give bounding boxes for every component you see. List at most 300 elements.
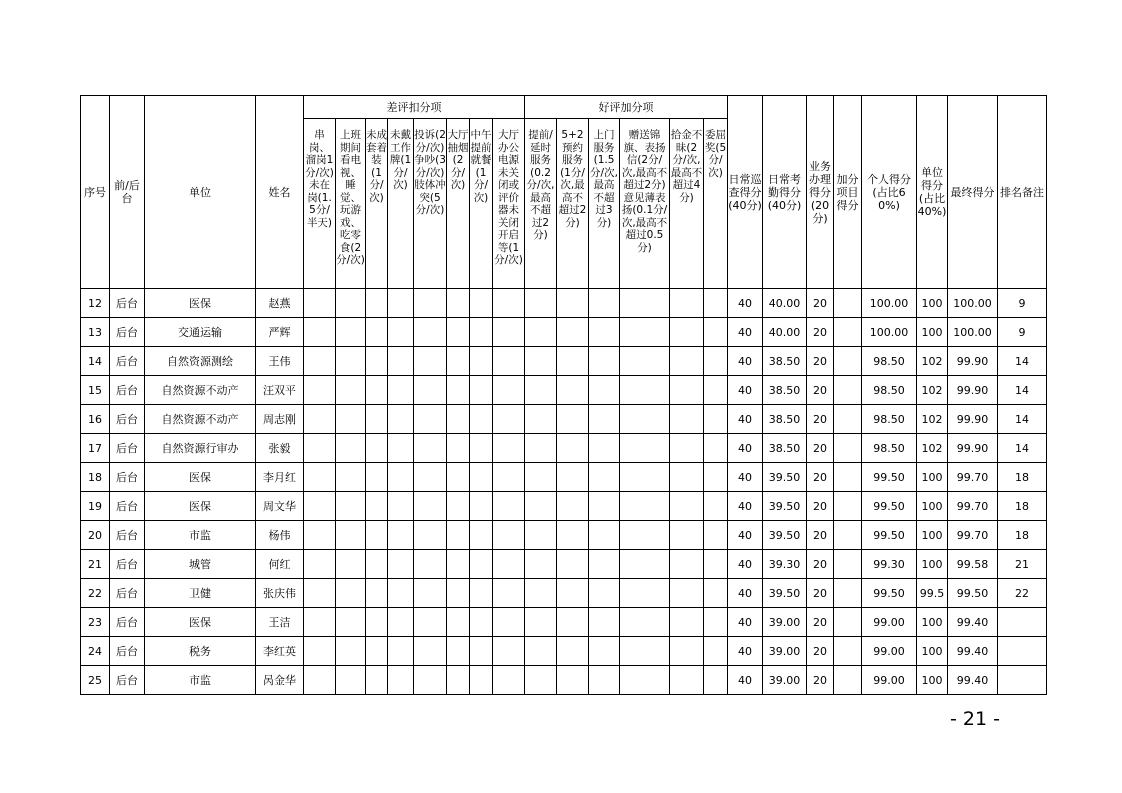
cell-item-empty bbox=[470, 318, 493, 347]
header-negative-item bbox=[366, 119, 388, 289]
cell-item-empty bbox=[589, 289, 620, 318]
cell-item-empty bbox=[704, 579, 728, 608]
cell-personal: 99.50 bbox=[862, 579, 917, 608]
cell-item-empty bbox=[304, 550, 336, 579]
cell-item-empty bbox=[388, 637, 414, 666]
cell-personal: 98.50 bbox=[862, 376, 917, 405]
cell-daily-patrol: 40 bbox=[728, 637, 763, 666]
cell-personal: 99.30 bbox=[862, 550, 917, 579]
cell-final: 99.40 bbox=[948, 666, 998, 695]
cell-final: 99.70 bbox=[948, 463, 998, 492]
cell-item-empty bbox=[670, 347, 704, 376]
cell-item-empty bbox=[525, 666, 557, 695]
cell-item-empty bbox=[557, 492, 589, 521]
cell-item-empty bbox=[414, 579, 447, 608]
cell-item-empty bbox=[525, 376, 557, 405]
cell-position: 后台 bbox=[110, 405, 145, 434]
cell-item-empty bbox=[414, 318, 447, 347]
cell-item-empty bbox=[557, 637, 589, 666]
cell-bonus bbox=[834, 637, 862, 666]
cell-rank: 14 bbox=[998, 434, 1047, 463]
cell-item-empty bbox=[388, 463, 414, 492]
cell-item-empty bbox=[620, 463, 670, 492]
cell-unit-score: 100 bbox=[917, 637, 948, 666]
cell-position: 后台 bbox=[110, 463, 145, 492]
cell-name: 周文华 bbox=[256, 492, 304, 521]
cell-item-empty bbox=[388, 579, 414, 608]
header-negative-item-label: 大厅抽烟(2分/次) bbox=[447, 129, 469, 191]
cell-item-empty bbox=[589, 521, 620, 550]
table-row bbox=[81, 463, 1047, 492]
cell-position: 后台 bbox=[110, 550, 145, 579]
cell-item-empty bbox=[414, 289, 447, 318]
cell-item-empty bbox=[470, 376, 493, 405]
page-number: - 21 - bbox=[950, 708, 1000, 730]
header-negative-item-label: 未成套着装(1分/次) bbox=[366, 129, 387, 204]
cell-item-empty bbox=[557, 289, 589, 318]
cell-item-empty bbox=[704, 521, 728, 550]
cell-item-empty bbox=[470, 550, 493, 579]
cell-personal: 99.50 bbox=[862, 492, 917, 521]
header-seq-label: 序号 bbox=[84, 185, 106, 199]
header-daily-patrol-label: 日常巡查得分(40分) bbox=[728, 172, 762, 212]
cell-bonus bbox=[834, 347, 862, 376]
cell-seq: 23 bbox=[81, 608, 110, 637]
cell-item-empty bbox=[447, 434, 470, 463]
cell-name: 周志刚 bbox=[256, 405, 304, 434]
cell-seq: 19 bbox=[81, 492, 110, 521]
cell-business: 20 bbox=[807, 492, 834, 521]
cell-item-empty bbox=[414, 405, 447, 434]
cell-item-empty bbox=[670, 608, 704, 637]
table-row bbox=[81, 521, 1047, 550]
cell-item-empty bbox=[388, 608, 414, 637]
cell-item-empty bbox=[336, 463, 366, 492]
cell-item-empty bbox=[493, 550, 525, 579]
table-row bbox=[81, 405, 1047, 434]
cell-item-empty bbox=[493, 318, 525, 347]
cell-item-empty bbox=[447, 318, 470, 347]
cell-item-empty bbox=[557, 608, 589, 637]
cell-business: 20 bbox=[807, 579, 834, 608]
cell-unit-score: 102 bbox=[917, 405, 948, 434]
cell-item-empty bbox=[670, 550, 704, 579]
cell-item-empty bbox=[589, 579, 620, 608]
cell-item-empty bbox=[447, 521, 470, 550]
cell-item-empty bbox=[557, 579, 589, 608]
header-negative-item-label: 投诉(2分/次)争吵(3分/次)肢体冲突(5分/次) bbox=[414, 129, 446, 216]
cell-item-empty bbox=[589, 463, 620, 492]
cell-item-empty bbox=[620, 405, 670, 434]
cell-item-empty bbox=[414, 608, 447, 637]
cell-item-empty bbox=[670, 637, 704, 666]
cell-personal: 99.00 bbox=[862, 637, 917, 666]
cell-bonus bbox=[834, 376, 862, 405]
cell-item-empty bbox=[336, 666, 366, 695]
cell-daily-patrol: 40 bbox=[728, 318, 763, 347]
header-positive-item-label: 拾金不昧(2分/次,最高不超过4分) bbox=[670, 129, 703, 204]
cell-bonus bbox=[834, 521, 862, 550]
cell-item-empty bbox=[388, 521, 414, 550]
header-positive-item bbox=[670, 119, 704, 289]
cell-item-empty bbox=[470, 492, 493, 521]
cell-daily-patrol: 40 bbox=[728, 463, 763, 492]
cell-daily-patrol: 40 bbox=[728, 521, 763, 550]
cell-position: 后台 bbox=[110, 608, 145, 637]
cell-position: 后台 bbox=[110, 434, 145, 463]
cell-daily-patrol: 40 bbox=[728, 608, 763, 637]
cell-unit-score: 100 bbox=[917, 463, 948, 492]
cell-item-empty bbox=[470, 405, 493, 434]
cell-unit: 税务 bbox=[145, 637, 256, 666]
cell-bonus bbox=[834, 550, 862, 579]
cell-item-empty bbox=[620, 637, 670, 666]
cell-business: 20 bbox=[807, 637, 834, 666]
cell-item-empty bbox=[557, 550, 589, 579]
cell-item-empty bbox=[620, 434, 670, 463]
cell-position: 后台 bbox=[110, 521, 145, 550]
cell-item-empty bbox=[388, 666, 414, 695]
cell-daily-attendance: 40.00 bbox=[763, 289, 807, 318]
cell-business: 20 bbox=[807, 434, 834, 463]
cell-name: 李红英 bbox=[256, 637, 304, 666]
cell-item-empty bbox=[366, 492, 388, 521]
cell-item-empty bbox=[304, 318, 336, 347]
cell-position: 后台 bbox=[110, 318, 145, 347]
cell-unit-score: 100 bbox=[917, 521, 948, 550]
cell-item-empty bbox=[366, 289, 388, 318]
header-negative-item-label: 未戴工作牌(1分/次) bbox=[389, 129, 412, 191]
cell-item-empty bbox=[704, 405, 728, 434]
header-positive-group-label: 好评加分项 bbox=[598, 100, 654, 114]
cell-personal: 98.50 bbox=[862, 347, 917, 376]
cell-personal: 100.00 bbox=[862, 289, 917, 318]
header-unit-label: 单位 bbox=[189, 185, 211, 199]
cell-daily-attendance: 40.00 bbox=[763, 318, 807, 347]
cell-position: 后台 bbox=[110, 347, 145, 376]
header-position bbox=[110, 96, 145, 289]
cell-item-empty bbox=[557, 376, 589, 405]
cell-item-empty bbox=[557, 666, 589, 695]
cell-item-empty bbox=[388, 376, 414, 405]
cell-item-empty bbox=[470, 347, 493, 376]
cell-daily-patrol: 40 bbox=[728, 492, 763, 521]
cell-item-empty bbox=[557, 405, 589, 434]
cell-unit: 市监 bbox=[145, 666, 256, 695]
header-row-groups bbox=[81, 96, 1047, 119]
cell-daily-attendance: 39.50 bbox=[763, 492, 807, 521]
table-row bbox=[81, 347, 1047, 376]
cell-item-empty bbox=[704, 492, 728, 521]
header-personal-label: 个人得分(占比60%) bbox=[867, 172, 912, 212]
cell-item-empty bbox=[589, 405, 620, 434]
cell-item-empty bbox=[704, 550, 728, 579]
cell-seq: 15 bbox=[81, 376, 110, 405]
header-positive-item bbox=[525, 119, 557, 289]
cell-daily-attendance: 38.50 bbox=[763, 405, 807, 434]
cell-item-empty bbox=[366, 666, 388, 695]
cell-item-empty bbox=[336, 608, 366, 637]
header-negative-item bbox=[336, 119, 366, 289]
cell-item-empty bbox=[336, 492, 366, 521]
cell-item-empty bbox=[414, 666, 447, 695]
cell-seq: 24 bbox=[81, 637, 110, 666]
cell-item-empty bbox=[304, 434, 336, 463]
cell-item-empty bbox=[304, 521, 336, 550]
header-bonus bbox=[834, 96, 862, 289]
header-positive-item bbox=[557, 119, 589, 289]
cell-item-empty bbox=[525, 318, 557, 347]
cell-rank: 21 bbox=[998, 550, 1047, 579]
cell-personal: 98.50 bbox=[862, 434, 917, 463]
cell-seq: 13 bbox=[81, 318, 110, 347]
cell-rank: 14 bbox=[998, 376, 1047, 405]
cell-name: 何红 bbox=[256, 550, 304, 579]
cell-seq: 18 bbox=[81, 463, 110, 492]
table-row bbox=[81, 550, 1047, 579]
cell-item-empty bbox=[336, 521, 366, 550]
header-final bbox=[948, 96, 998, 289]
cell-business: 20 bbox=[807, 521, 834, 550]
cell-item-empty bbox=[388, 405, 414, 434]
cell-item-empty bbox=[447, 347, 470, 376]
cell-unit: 医保 bbox=[145, 608, 256, 637]
header-negative-item bbox=[470, 119, 493, 289]
cell-item-empty bbox=[589, 550, 620, 579]
cell-daily-attendance: 39.00 bbox=[763, 608, 807, 637]
cell-daily-patrol: 40 bbox=[728, 405, 763, 434]
cell-unit-score: 102 bbox=[917, 376, 948, 405]
cell-item-empty bbox=[670, 405, 704, 434]
cell-item-empty bbox=[525, 637, 557, 666]
header-negative-item bbox=[493, 119, 525, 289]
header-rank-label: 排名备注 bbox=[1000, 185, 1045, 199]
header-daily-attendance-label: 日常考勤得分(40分) bbox=[767, 172, 802, 212]
cell-item-empty bbox=[493, 463, 525, 492]
cell-business: 20 bbox=[807, 608, 834, 637]
cell-item-empty bbox=[414, 463, 447, 492]
header-negative-item-label: 大厅办公电源未关闭或评价器未关闭开启等(1分/次) bbox=[494, 129, 523, 266]
header-unit-score-label: 单位得分(占比40%) bbox=[917, 166, 947, 218]
header-business-label: 业务办理得分(20分) bbox=[809, 159, 832, 225]
score-table bbox=[80, 95, 1047, 695]
cell-item-empty bbox=[366, 463, 388, 492]
cell-rank: 14 bbox=[998, 405, 1047, 434]
cell-item-empty bbox=[589, 347, 620, 376]
cell-name: 张毅 bbox=[256, 434, 304, 463]
cell-item-empty bbox=[493, 289, 525, 318]
cell-item-empty bbox=[304, 463, 336, 492]
cell-item-empty bbox=[525, 521, 557, 550]
cell-business: 20 bbox=[807, 463, 834, 492]
cell-unit: 自然资源不动产 bbox=[145, 376, 256, 405]
table-row bbox=[81, 376, 1047, 405]
cell-item-empty bbox=[447, 376, 470, 405]
cell-item-empty bbox=[414, 434, 447, 463]
cell-item-empty bbox=[525, 550, 557, 579]
cell-position: 后台 bbox=[110, 666, 145, 695]
cell-final: 99.40 bbox=[948, 637, 998, 666]
table-row bbox=[81, 318, 1047, 347]
cell-item-empty bbox=[470, 521, 493, 550]
cell-item-empty bbox=[557, 521, 589, 550]
cell-unit-score: 100 bbox=[917, 608, 948, 637]
cell-item-empty bbox=[336, 434, 366, 463]
header-positive-item bbox=[589, 119, 620, 289]
cell-item-empty bbox=[704, 376, 728, 405]
cell-daily-patrol: 40 bbox=[728, 376, 763, 405]
cell-final: 99.40 bbox=[948, 608, 998, 637]
cell-business: 20 bbox=[807, 318, 834, 347]
header-bonus-label: 加分项目得分 bbox=[836, 172, 859, 212]
cell-item-empty bbox=[366, 434, 388, 463]
cell-item-empty bbox=[493, 608, 525, 637]
cell-item-empty bbox=[336, 318, 366, 347]
cell-item-empty bbox=[525, 347, 557, 376]
cell-item-empty bbox=[493, 637, 525, 666]
cell-item-empty bbox=[336, 376, 366, 405]
cell-item-empty bbox=[670, 521, 704, 550]
cell-item-empty bbox=[704, 637, 728, 666]
cell-item-empty bbox=[304, 579, 336, 608]
cell-business: 20 bbox=[807, 347, 834, 376]
cell-business: 20 bbox=[807, 289, 834, 318]
cell-item-empty bbox=[414, 492, 447, 521]
cell-item-empty bbox=[336, 550, 366, 579]
header-name bbox=[256, 96, 304, 289]
cell-item-empty bbox=[470, 608, 493, 637]
cell-item-empty bbox=[493, 376, 525, 405]
cell-position: 后台 bbox=[110, 492, 145, 521]
cell-item-empty bbox=[620, 666, 670, 695]
cell-item-empty bbox=[366, 579, 388, 608]
cell-position: 后台 bbox=[110, 376, 145, 405]
header-positive-group bbox=[525, 96, 728, 119]
cell-final: 99.70 bbox=[948, 521, 998, 550]
cell-name: 赵燕 bbox=[256, 289, 304, 318]
cell-personal: 99.00 bbox=[862, 608, 917, 637]
cell-item-empty bbox=[493, 579, 525, 608]
cell-item-empty bbox=[704, 289, 728, 318]
cell-item-empty bbox=[589, 318, 620, 347]
cell-unit: 市监 bbox=[145, 521, 256, 550]
cell-bonus bbox=[834, 318, 862, 347]
cell-name: 呙金华 bbox=[256, 666, 304, 695]
cell-bonus bbox=[834, 608, 862, 637]
header-unit bbox=[145, 96, 256, 289]
table-row bbox=[81, 579, 1047, 608]
cell-rank bbox=[998, 637, 1047, 666]
cell-business: 20 bbox=[807, 405, 834, 434]
cell-unit-score: 100 bbox=[917, 289, 948, 318]
cell-item-empty bbox=[447, 608, 470, 637]
cell-name: 王伟 bbox=[256, 347, 304, 376]
cell-rank bbox=[998, 666, 1047, 695]
header-negative-item-label: 中午提前就餐(1分/次) bbox=[470, 129, 492, 204]
header-unit-score bbox=[917, 96, 948, 289]
cell-daily-patrol: 40 bbox=[728, 666, 763, 695]
header-daily-patrol bbox=[728, 96, 763, 289]
cell-item-empty bbox=[447, 405, 470, 434]
cell-name: 严辉 bbox=[256, 318, 304, 347]
cell-final: 99.90 bbox=[948, 376, 998, 405]
cell-bonus bbox=[834, 492, 862, 521]
cell-item-empty bbox=[414, 637, 447, 666]
cell-item-empty bbox=[304, 347, 336, 376]
cell-item-empty bbox=[388, 550, 414, 579]
cell-unit-score: 99.5 bbox=[917, 579, 948, 608]
cell-seq: 20 bbox=[81, 521, 110, 550]
cell-daily-attendance: 39.50 bbox=[763, 521, 807, 550]
cell-item-empty bbox=[493, 347, 525, 376]
cell-personal: 98.50 bbox=[862, 405, 917, 434]
cell-daily-patrol: 40 bbox=[728, 289, 763, 318]
cell-bonus bbox=[834, 666, 862, 695]
cell-item-empty bbox=[525, 289, 557, 318]
cell-item-empty bbox=[620, 521, 670, 550]
cell-item-empty bbox=[670, 579, 704, 608]
cell-unit-score: 100 bbox=[917, 666, 948, 695]
cell-item-empty bbox=[589, 666, 620, 695]
cell-unit-score: 102 bbox=[917, 347, 948, 376]
cell-unit: 城管 bbox=[145, 550, 256, 579]
cell-item-empty bbox=[620, 318, 670, 347]
cell-unit: 医保 bbox=[145, 492, 256, 521]
header-personal bbox=[862, 96, 917, 289]
header-negative-item bbox=[447, 119, 470, 289]
header-negative-item bbox=[414, 119, 447, 289]
header-final-label: 最终得分 bbox=[950, 185, 995, 199]
cell-personal: 99.00 bbox=[862, 666, 917, 695]
cell-seq: 22 bbox=[81, 579, 110, 608]
cell-item-empty bbox=[670, 463, 704, 492]
header-positive-item-label: 赠送锦旗、表扬信(2分/次,最高不超过2分)意见薄表扬(0.1分/次,最高不超过0.5分) bbox=[621, 129, 668, 254]
cell-seq: 12 bbox=[81, 289, 110, 318]
header-negative-group-label: 差评扣分项 bbox=[386, 100, 442, 114]
cell-item-empty bbox=[447, 289, 470, 318]
cell-item-empty bbox=[493, 666, 525, 695]
cell-item-empty bbox=[670, 376, 704, 405]
cell-item-empty bbox=[470, 434, 493, 463]
cell-rank: 14 bbox=[998, 347, 1047, 376]
cell-item-empty bbox=[670, 492, 704, 521]
cell-bonus bbox=[834, 463, 862, 492]
header-positive-item-label: 提前/延时服务(0.2分/次,最高不超过2分) bbox=[526, 129, 555, 241]
table-row bbox=[81, 434, 1047, 463]
cell-item-empty bbox=[470, 666, 493, 695]
cell-item-empty bbox=[388, 347, 414, 376]
cell-item-empty bbox=[304, 666, 336, 695]
cell-item-empty bbox=[447, 492, 470, 521]
cell-rank: 9 bbox=[998, 289, 1047, 318]
header-rank bbox=[998, 96, 1047, 289]
cell-item-empty bbox=[388, 492, 414, 521]
cell-name: 汪双平 bbox=[256, 376, 304, 405]
header-positive-item-label: 5+2预约服务(1分/次,最高不超过2分) bbox=[558, 129, 587, 229]
cell-item-empty bbox=[704, 434, 728, 463]
cell-daily-attendance: 39.00 bbox=[763, 666, 807, 695]
cell-position: 后台 bbox=[110, 289, 145, 318]
header-negative-item bbox=[388, 119, 414, 289]
cell-name: 李月红 bbox=[256, 463, 304, 492]
cell-item-empty bbox=[557, 318, 589, 347]
cell-item-empty bbox=[557, 434, 589, 463]
cell-item-empty bbox=[704, 318, 728, 347]
cell-item-empty bbox=[414, 347, 447, 376]
cell-item-empty bbox=[557, 463, 589, 492]
cell-final: 100.00 bbox=[948, 318, 998, 347]
cell-item-empty bbox=[470, 289, 493, 318]
